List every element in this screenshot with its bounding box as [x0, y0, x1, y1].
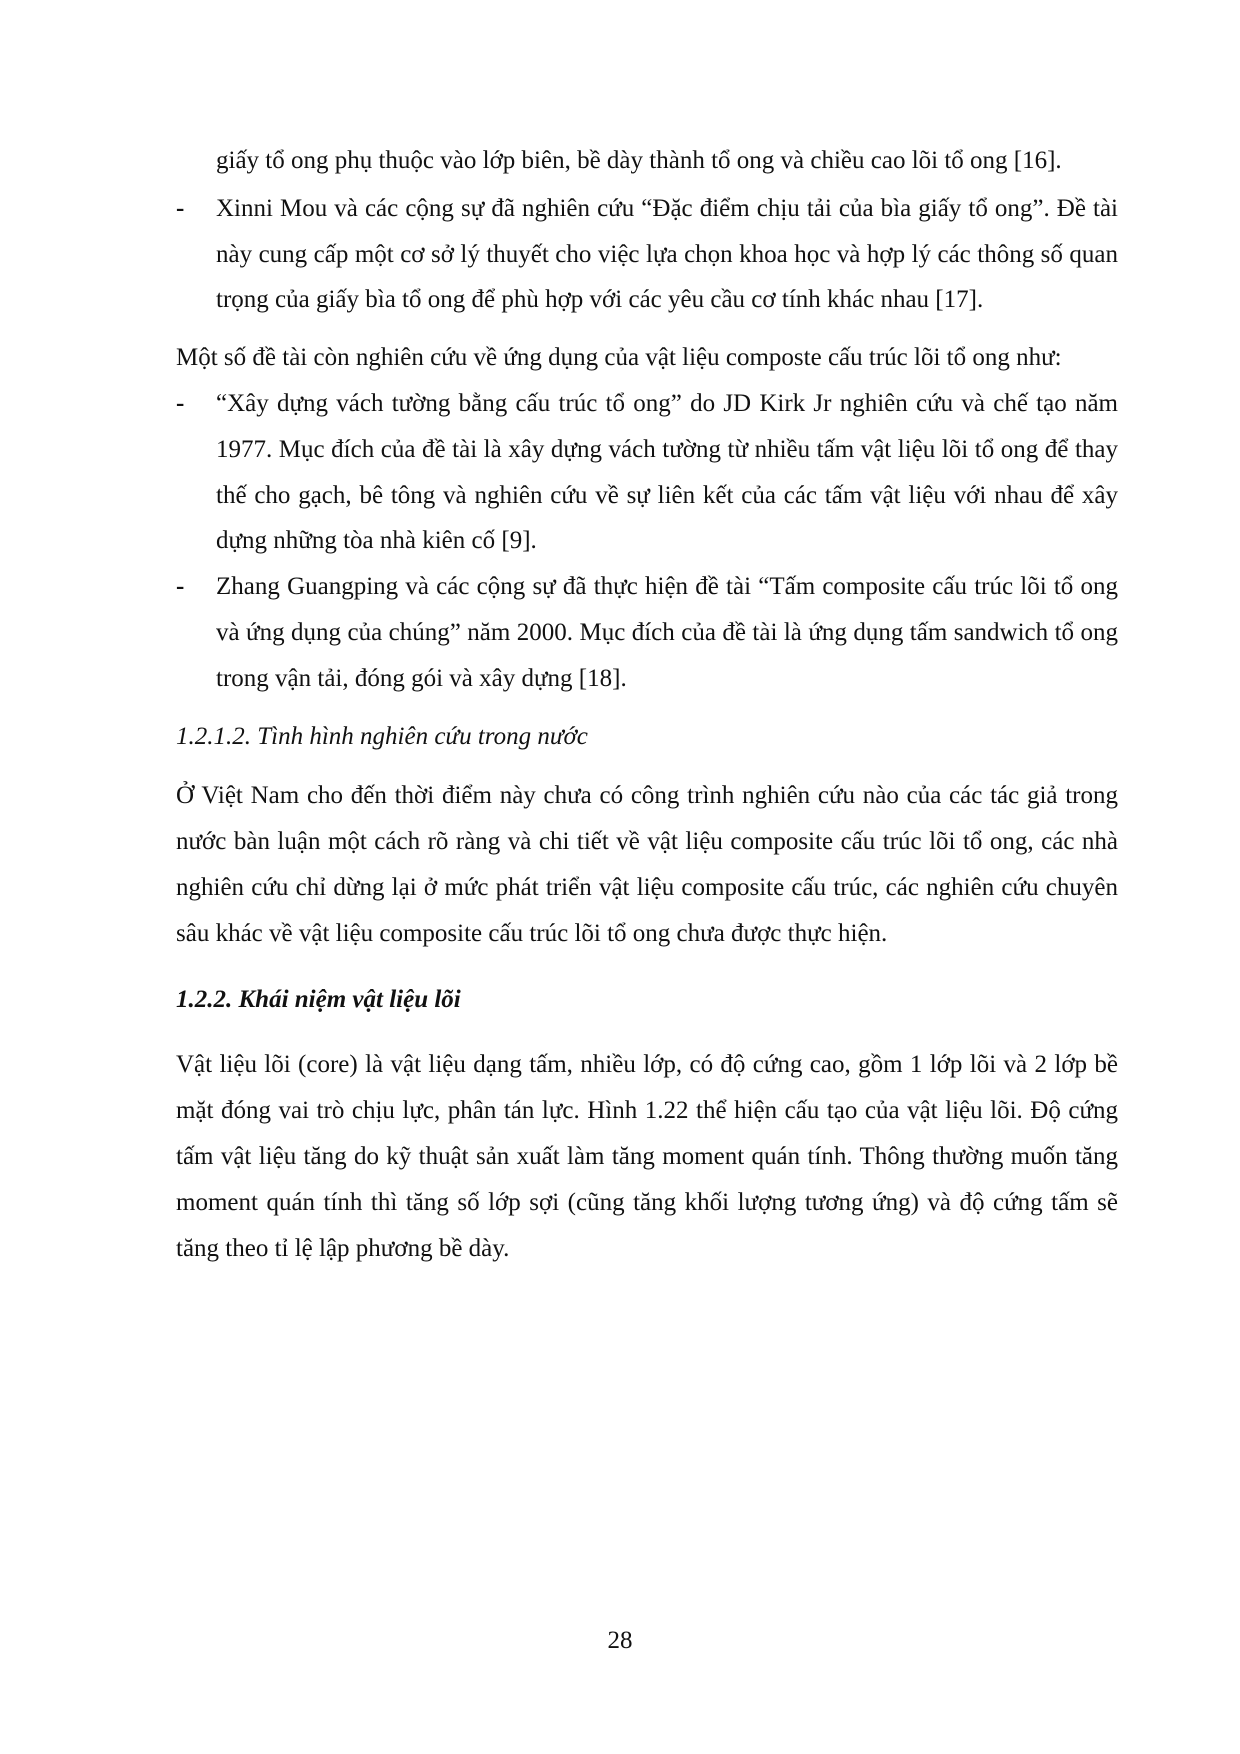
section-heading: 1.2.2. Khái niệm vật liệu lõi	[176, 985, 461, 1013]
page-number: 28	[607, 1627, 633, 1654]
intro-paragraph: Một số đề tài còn nghiên cứu về ứng dụng của vật liệu composte cấu trúc lõi tổ ong như:	[176, 344, 1062, 372]
bullet-text: Xinni Mou và các cộng sự đã nghiên cứu “Đặc điểm chịu tải của bìa giấy tổ ong”. Đề tài này cung cấp một cơ sở lý thuyết cho việc lựa chọn khoa học và hợp lý các thông số quan trọng của giấy bìa tổ ong để phù hợp với các yêu cầu cơ tính khác nhau [17].	[216, 194, 1118, 314]
bullet-dash: -	[176, 194, 185, 222]
bullet-item-xinni-mou	[176, 186, 1118, 323]
bullet-dash: -	[176, 573, 185, 601]
domestic-research-paragraph: Ở Việt Nam cho đến thời điểm này chưa có công trình nghiên cứu nào của các tác giả trong nước bàn luận một cách rõ ràng và chi tiết về vật liệu composite cấu trúc lõi tổ ong, các nhà nghiên cứu chỉ dừng lại ở mức phát triển vật liệu composite cấu trúc, các nghiên cứu chuyên sâu khác về vật liệu composite cấu trúc lõi tổ ong chưa được thực hiện.	[176, 782, 1118, 947]
bullet-text: “Xây dựng vách tường bằng cấu trúc tổ ong” do JD Kirk Jr nghiên cứu và chế tạo năm 1977. Mục đích của đề tài là xây dựng vách tường từ nhiều tấm vật liệu lõi tổ ong để thay thế cho gạch, bê tông và nghiên cứu về sự liên kết của các tấm vật liệu với nhau để xây dựng những tòa nhà kiên cố [9].	[216, 389, 1118, 555]
core-material-paragraph: Vật liệu lõi (core) là vật liệu dạng tấm, nhiều lớp, có độ cứng cao, gồm 1 lớp lõi và 2 lớp bề mặt đóng vai trò chịu lực, phân tán lực. Hình 1.22 thể hiện cấu tạo của vật liệu lõi. Độ cứng tấm vật liệu tăng do kỹ thuật sản xuất làm tăng moment quán tính. Thông thường muốn tăng moment quán tính thì tăng số lớp sợi (cũng tăng khối lượng tương ứng) và độ cứng tấm sẽ tăng theo tỉ lệ lập phương bề dày.	[176, 1051, 1118, 1262]
bullet-item-zhang	[176, 564, 1118, 701]
page-body	[176, 138, 1118, 1271]
bullet-text: Zhang Guangping và các cộng sự đã thực hiện đề tài “Tấm composite cấu trúc lõi tổ ong và ứng dụng của chúng” năm 2000. Mục đích của đề tài là ứng dụng tấm sandwich tổ ong trong vận tải, đóng gói và xây dựng [18].	[216, 573, 1118, 692]
bullet-item-kirk	[176, 381, 1118, 564]
bullet-dash: -	[176, 389, 185, 417]
continuation-paragraph: giấy tổ ong phụ thuộc vào lớp biên, bề dày thành tổ ong và chiều cao lõi tổ ong [16].	[216, 147, 1062, 174]
section-subheading: 1.2.1.2. Tình hình nghiên cứu trong nước	[176, 722, 588, 750]
